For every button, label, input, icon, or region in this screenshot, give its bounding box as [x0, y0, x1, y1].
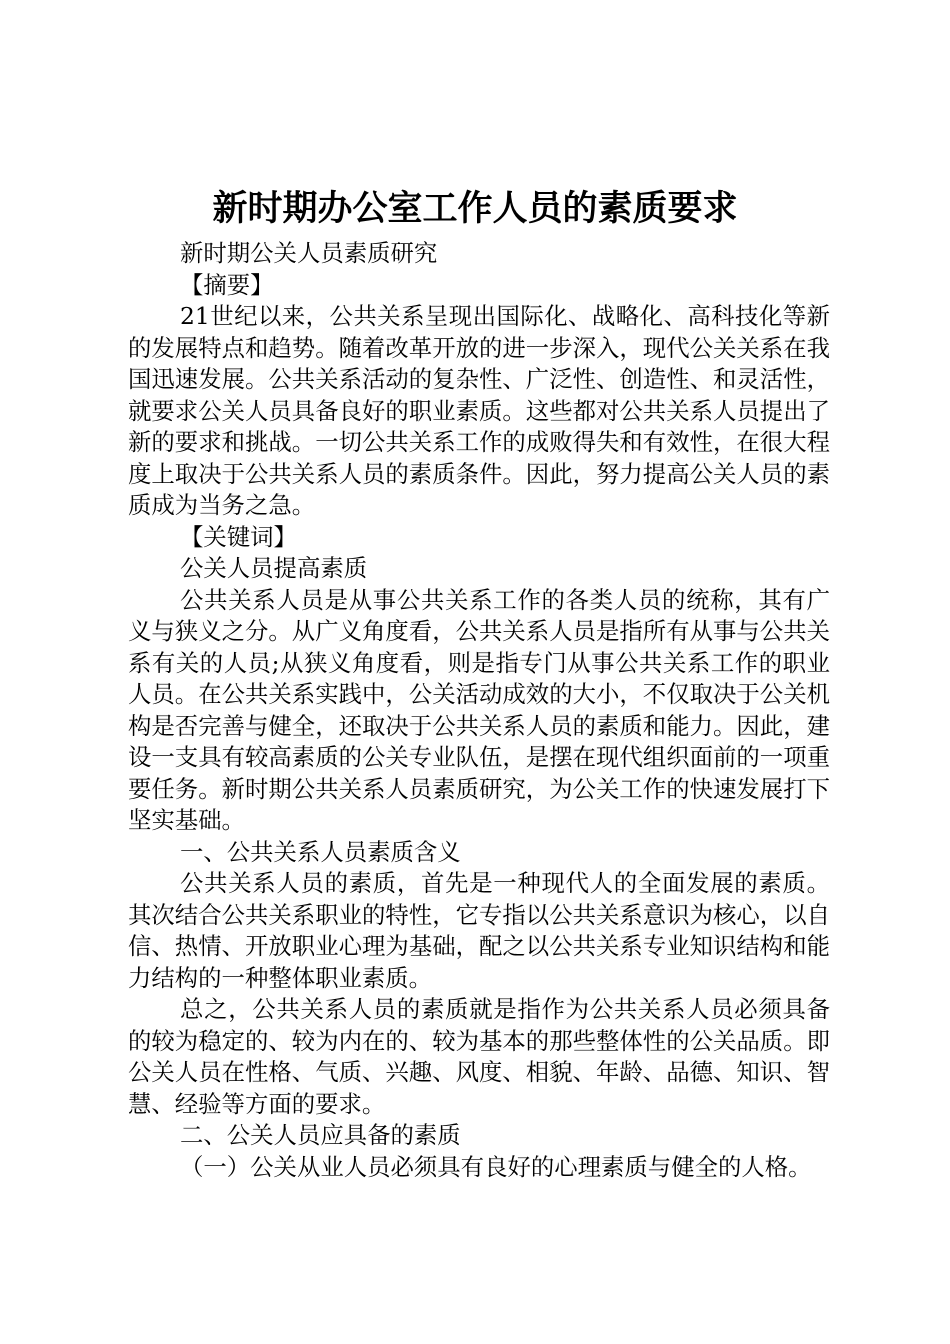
document-title: 新时期办公室工作人员的素质要求 [212, 188, 738, 229]
document-body [128, 238, 830, 1183]
section-heading-2: 二、公关人员应具备的素质 [180, 1121, 461, 1149]
keywords-heading: 【关键词】 [180, 522, 297, 551]
keywords-paragraph: 公关人员提高素质 [180, 554, 368, 582]
section-heading-1: 一、公共关系人员素质含义 [180, 837, 461, 866]
intro-paragraph: 公共关系人员是从事公共关系工作的各类人员的统称，其有广义与狭义之分。从广义角度看，公共关系人员是指所有从事与公共关系有关的人员;从狭义角度看，则是指专门从事公共关系工作的职业人员。在公共关系实践中，公关活动成效的大小，不仅取决于公关机构是否完善与健全，还取决于公共关系人员的素质和能力。因此，建设一支具有较高素质的公关专业队伍，是摆在现代组织面前的一项重要任务。新时期公共关系人员素质研究，为公关工作的快速发展打下坚实基础。 [128, 585, 830, 834]
subtitle-paragraph: 新时期公关人员素质研究 [180, 239, 438, 267]
abstract-heading: 【摘要】 [180, 270, 274, 299]
section-1-paragraph-1: 公共关系人员的素质，首先是一种现代人的全面发展的素质。其次结合公共关系职业的特性，它专指以公共关系意识为核心，以自信、热情、开放职业心理为基础，配之以公共关系专业知识结构和能力结构的一种整体职业素质。 [128, 869, 830, 992]
abstract-paragraph: 21世纪以来，公共关系呈现出国际化、战略化、高科技化等新的发展特点和趋势。随着改革开放的进一步深入，现代公关关系在我国迅速发展。公共关系活动的复杂性、广泛性、创造性、和灵活性，就要求公关人员具备良好的职业素质。这些都对公共关系人员提出了新的要求和挑战。一切公共关系工作的成败得失和有效性，在很大程度上取决于公共关系人员的素质条件。因此，努力提高公关人员的素质成为当务之急。 [128, 302, 830, 519]
section-1-paragraph-2: 总之，公共关系人员的素质就是指作为公共关系人员必须具备的较为稳定的、较为内在的、较为基本的那些整体性的公关品质。即公关人员在性格、气质、兴趣、风度、相貌、年龄、品德、知识、智慧、经验等方面的要求。 [128, 995, 830, 1118]
section-2-paragraph-1: （一）公关从业人员必须具有良好的心理素质与健全的人格。 [180, 1152, 812, 1181]
